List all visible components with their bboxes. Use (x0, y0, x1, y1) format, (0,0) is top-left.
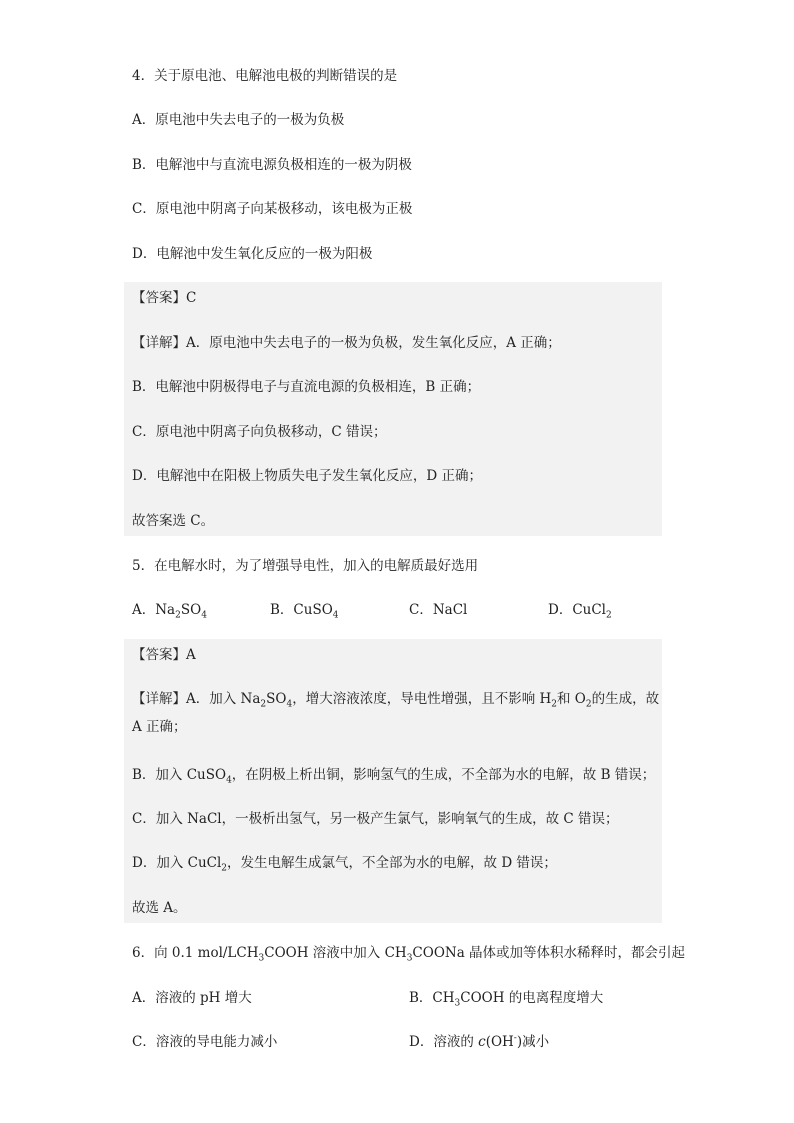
q4-option-c: C．原电池中阴离子向某极移动，该电极为正极 (132, 201, 413, 217)
q4-option-b: B．电解池中与直流电源负极相连的一极为阴极 (132, 157, 412, 173)
q5-option-a: A．$Na_2SO_4$ (132, 602, 207, 621)
q4-explanation-2: B．电解池中阴极得电子与直流电源的负极相连，B 正确； (132, 379, 481, 395)
q6-option-a: A．溶液的 pH 增大 (132, 990, 252, 1006)
q4-answer: 【答案】C (132, 290, 197, 306)
q4-stem: 4．关于原电池、电解池电极的判断错误的是 (132, 68, 398, 84)
q6-stem: 6．向 0.1 mol/$LCH_3COOH$ 溶液中加入 $CH_3COONa$ 晶体或加等体积水稀释时，都会引起 (132, 945, 686, 964)
q5-stem: 5．在电解水时，为了增强导电性，加入的电解质最好选用 (132, 558, 479, 574)
q5-explanation-4: D．加入 CuCl$_2$，发生电解生成氯气，不全部为水的电解，故 D 错误； (132, 855, 557, 874)
q5-explanation-3: C．加入 NaCl，一极析出氢气，另一极产生氯气，影响氧气的生成，故 C 错误； (132, 811, 619, 827)
q5-explanation-1: 【详解】A．加入 $Na_2SO_4$，增大溶液浓度，导电性增强，且不影响 $H_2$和 $O_2$的生成，故 A 正确； (132, 691, 660, 735)
q4-explanation-5: 故答案选 C。 (132, 513, 215, 529)
q5-answer: 【答案】A (132, 647, 196, 663)
q5-explanation-2: B．加入 CuSO$_4$，在阴极上析出铜，影响氢气的生成，不全部为水的电解，故 B 错误； (132, 767, 656, 786)
q5-explanation-5: 故选 A。 (132, 900, 187, 916)
q6-option-c: C．溶液的导电能力减小 (132, 1034, 278, 1050)
q6-option-b: B．$CH_3COOH$ 的电离程度增大 (409, 990, 604, 1009)
q4-answer-box (124, 282, 662, 536)
q4-explanation-4: D．电解池中在阳极上物质失电子发生氧化反应，D 正确； (132, 468, 482, 484)
q4-option-d: D．电解池中发生氧化反应的一极为阳极 (132, 246, 373, 262)
q4-explanation-1: 【详解】A．原电池中失去电子的一极为负极，发生氧化反应，A 正确； (132, 335, 561, 351)
q6-option-d: D．溶液的 c(OH-)减小 (409, 1033, 550, 1050)
q5-option-d: D．CuCl$_2$ (548, 602, 612, 621)
q4-explanation-3: C．原电池中阴离子向负极移动，C 错误； (132, 424, 387, 440)
q4-option-a: A．原电池中失去电子的一极为负极 (132, 112, 345, 128)
q5-option-c: C．NaCl (409, 602, 468, 618)
q5-option-b: B．CuSO$_4$ (270, 602, 339, 621)
